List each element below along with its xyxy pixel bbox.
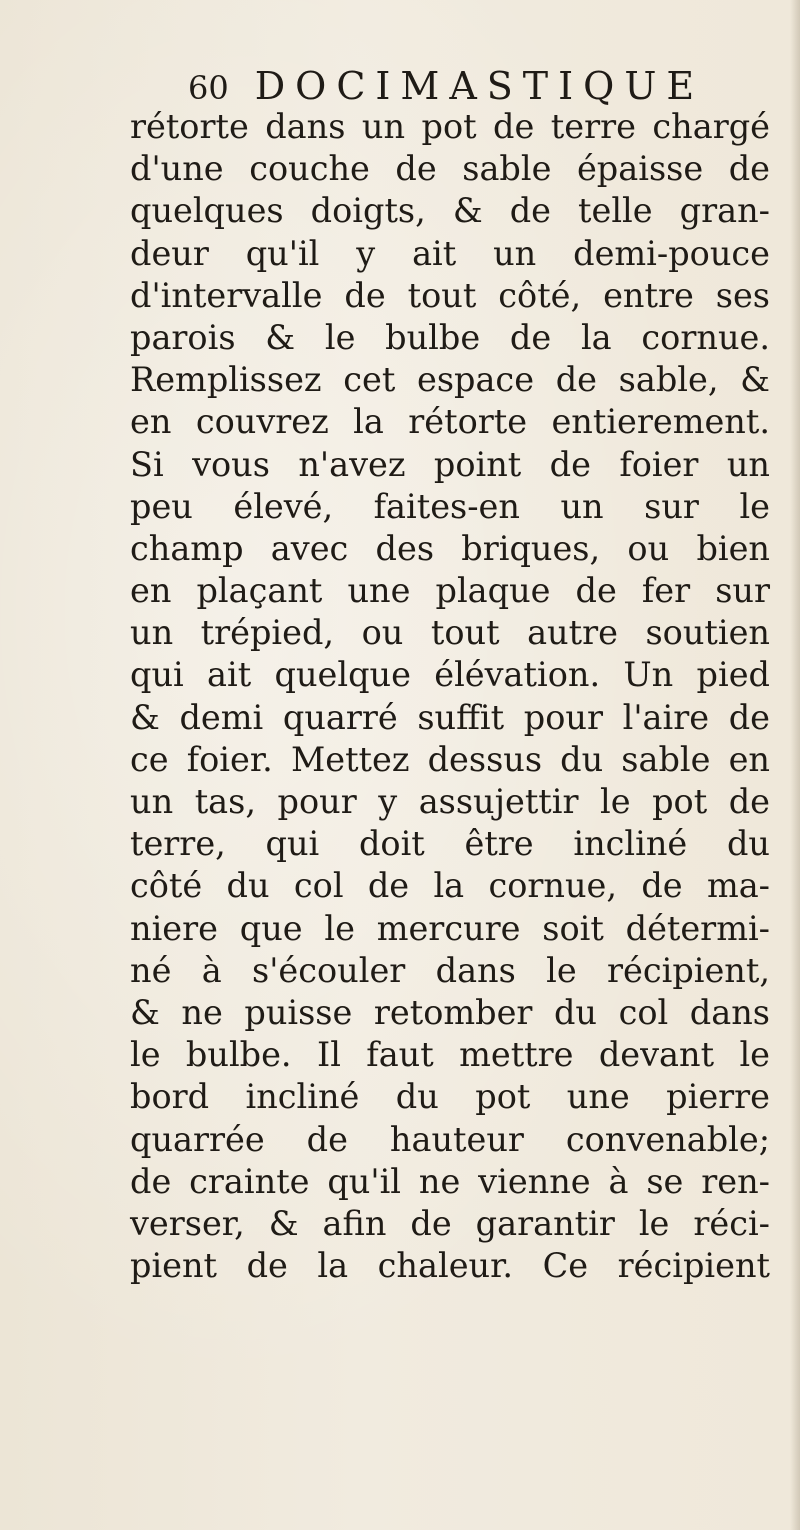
text-line: deur qu'il y ait un demi-pouce	[130, 233, 770, 273]
text-line: en plaçant une plaque de fer sur	[130, 571, 770, 611]
text-line: quelques doigts, & de telle gran-	[130, 191, 770, 231]
text-line: Si vous n'avez point de foier un	[130, 444, 770, 484]
text-line: le bulbe. Il faut mettre devant le	[130, 1035, 770, 1075]
text-line: ce foier. Mettez dessus du sable en	[130, 739, 770, 779]
text-line: Remplissez cet espace de sable, &	[130, 360, 770, 400]
running-title: DOCIMASTIQUE	[254, 64, 705, 108]
text-line: verser, & afin de garantir le réci-	[130, 1203, 770, 1243]
page-edge-shadow	[790, 0, 800, 1530]
text-line: terre, qui doit être incliné du	[130, 824, 770, 864]
text-line: en couvrez la rétorte entierement.	[130, 402, 770, 442]
text-line: parois & le bulbe de la cornue.	[130, 317, 770, 357]
text-line: peu élevé, faites-en un sur le	[130, 486, 770, 526]
text-line: qui ait quelque élévation. Un pied	[130, 655, 770, 695]
text-line: un trépied, ou tout autre soutien	[130, 613, 770, 653]
text-line: & ne puisse retomber du col dans	[130, 992, 770, 1032]
text-line: niere que le mercure soit détermi-	[130, 908, 770, 948]
text-line: quarrée de hauteur convenable;	[130, 1119, 770, 1159]
text-line: champ avec des briques, ou bien	[130, 528, 770, 568]
text-line: d'intervalle de tout côté, entre ses	[130, 275, 770, 315]
page-number: 60	[188, 69, 229, 107]
body-text	[130, 106, 770, 1287]
text-line: de crainte qu'il ne vienne à se ren-	[130, 1161, 770, 1201]
text-line: d'une couche de sable épaisse de	[130, 149, 770, 189]
text-line: côté du col de la cornue, de ma-	[130, 866, 770, 906]
text-line: né à s'écouler dans le récipient,	[130, 950, 770, 990]
text-line: bord incliné du pot une pierre	[130, 1077, 770, 1117]
text-line: rétorte dans un pot de terre chargé	[130, 107, 770, 146]
text-line: & demi quarré suffit pour l'aire de	[130, 697, 770, 737]
text-line: pient de la chaleur. Ce récipient	[130, 1246, 770, 1286]
text-line: un tas, pour y assujettir le pot de	[130, 782, 770, 821]
